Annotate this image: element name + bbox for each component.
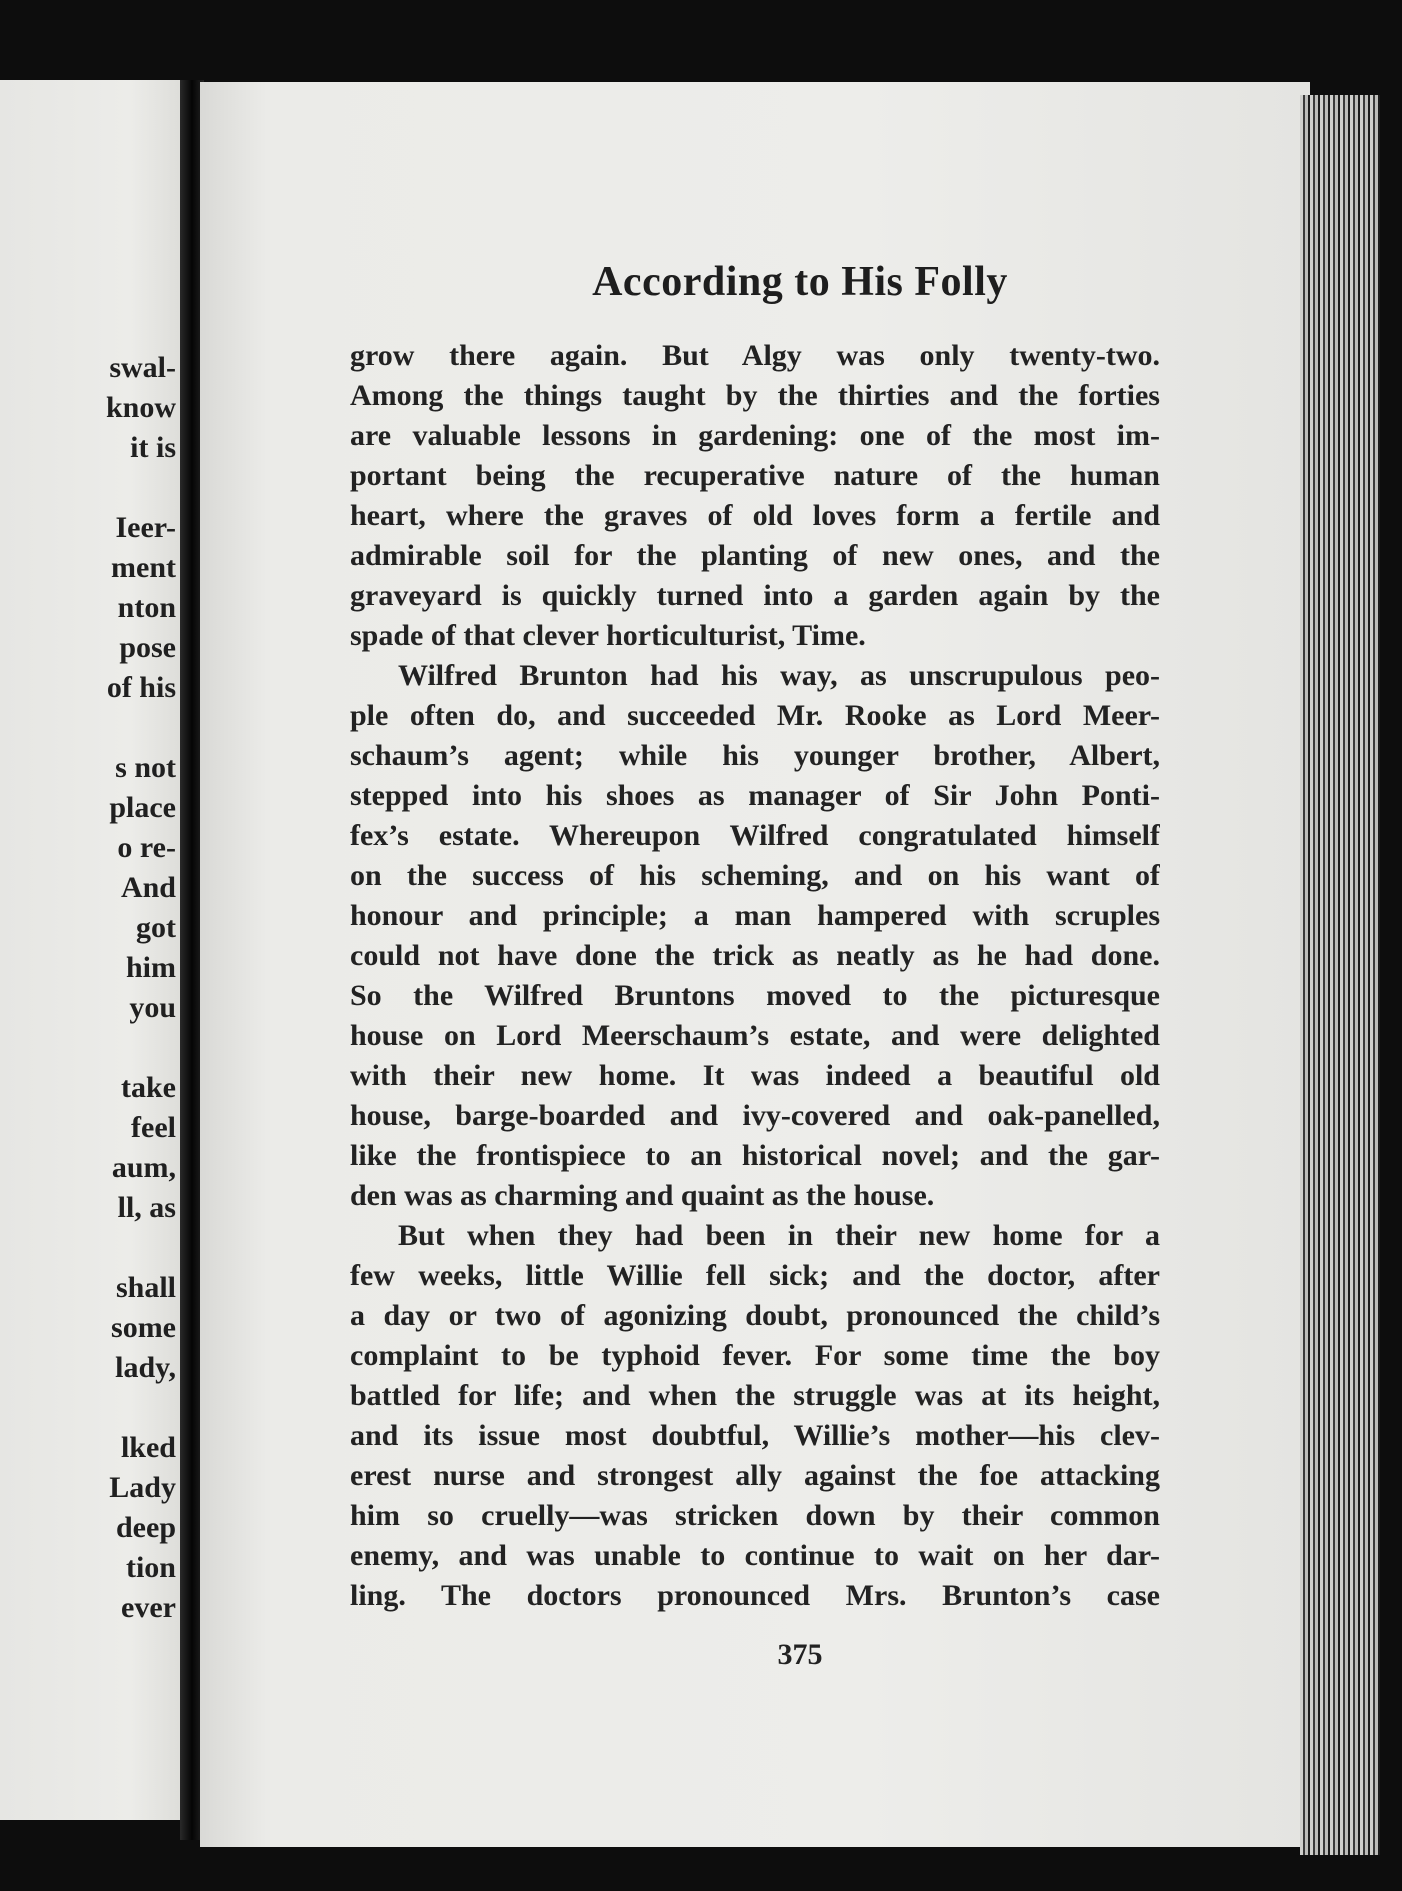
left-page-line: of his bbox=[106, 671, 176, 704]
text-line: few weeks, little Willie fell sick; and the doctor, after bbox=[350, 1259, 1160, 1292]
left-page-line: it is bbox=[130, 431, 176, 464]
left-page-line: him bbox=[125, 951, 176, 984]
left-page-line bbox=[0, 1028, 176, 1068]
left-page-line: swal- bbox=[109, 351, 176, 384]
text-line: So the Wilfred Bruntons moved to the picturesque bbox=[350, 979, 1160, 1012]
text-line: Wilfred Brunton had his way, as unscrupulous peo- bbox=[398, 659, 1160, 692]
left-page-line: pose bbox=[119, 631, 176, 664]
running-title: According to His Folly bbox=[592, 259, 1008, 305]
text-line: honour and principle; a man hampered with scruples bbox=[350, 899, 1160, 932]
text-line: could not have done the trick as neatly as he had done. bbox=[350, 939, 1160, 972]
text-line: on the success of his scheming, and on his want of bbox=[350, 859, 1160, 892]
text-line: him so cruelly—was stricken down by their common bbox=[350, 1499, 1160, 1532]
text-line: ling. The doctors pronounced Mrs. Brunton’s case bbox=[350, 1579, 1160, 1612]
text-line: house on Lord Meerschaum’s estate, and were delighted bbox=[350, 1019, 1160, 1052]
text-line: schaum’s agent; while his younger brother, Albert, bbox=[350, 739, 1160, 772]
left-page-line: Ieer- bbox=[115, 511, 176, 544]
left-page-line: lked bbox=[120, 1431, 176, 1464]
text-line: heart, where the graves of old loves form a fertile and bbox=[350, 499, 1160, 532]
left-page-line: aum, bbox=[111, 1151, 176, 1184]
left-page-line: place bbox=[109, 791, 176, 824]
left-page-line: shall bbox=[115, 1271, 176, 1304]
left-page-line: you bbox=[129, 991, 176, 1024]
text-line: with their new home. It was indeed a beautiful old bbox=[350, 1059, 1160, 1092]
left-page-line bbox=[0, 708, 176, 748]
text-line: and its issue most doubtful, Willie’s mother—his clev- bbox=[350, 1419, 1160, 1452]
left-page-line: got bbox=[136, 911, 176, 944]
text-line: But when they had been in their new home for a bbox=[398, 1219, 1160, 1252]
text-line: ple often do, and succeeded Mr. Rooke as Lord Meer- bbox=[350, 699, 1160, 732]
page-edges bbox=[1300, 95, 1380, 1855]
left-page-line: know bbox=[105, 391, 176, 424]
page-number: 375 bbox=[777, 1638, 823, 1671]
left-page-line: take bbox=[121, 1071, 176, 1104]
text-line: a day or two of agonizing doubt, pronounced the child’s bbox=[350, 1299, 1160, 1332]
left-page-line: ll, as bbox=[117, 1191, 176, 1224]
text-line: complaint to be typhoid fever. For some time the boy bbox=[350, 1339, 1160, 1372]
text-line: are valuable lessons in gardening: one of the most im- bbox=[350, 419, 1160, 452]
left-page-line: nton bbox=[117, 591, 176, 624]
text-line: portant being the recuperative nature of the human bbox=[350, 459, 1160, 492]
left-page-text bbox=[0, 348, 176, 1628]
text-line: like the frontispiece to an historical novel; and the gar- bbox=[350, 1139, 1160, 1172]
left-page-line: ment bbox=[111, 551, 176, 584]
left-page-fragment bbox=[0, 80, 186, 1820]
left-page-line: some bbox=[111, 1311, 176, 1344]
text-line: erest nurse and strongest ally against the foe attacking bbox=[350, 1459, 1160, 1492]
left-page-line: tion bbox=[125, 1551, 176, 1584]
left-page-line bbox=[0, 1388, 176, 1428]
text-line: admirable soil for the planting of new ones, and the bbox=[350, 539, 1160, 572]
left-page-line: And bbox=[120, 871, 176, 904]
text-line: graveyard is quickly turned into a garden again by the bbox=[350, 579, 1160, 612]
left-page-line: deep bbox=[116, 1511, 176, 1544]
left-page-line: lady, bbox=[115, 1351, 176, 1384]
body-text bbox=[350, 336, 1160, 1616]
left-page-line: o re- bbox=[117, 831, 176, 864]
left-page-line: ever bbox=[121, 1591, 176, 1624]
text-line: enemy, and was unable to continue to wait on her dar- bbox=[350, 1539, 1160, 1572]
text-line: spade of that clever horticulturist, Time. bbox=[350, 619, 866, 652]
text-line: stepped into his shoes as manager of Sir John Ponti- bbox=[350, 779, 1160, 812]
text-line: grow there again. But Algy was only twenty-two. bbox=[350, 339, 1160, 372]
text-line: battled for life; and when the struggle was at its height, bbox=[350, 1379, 1160, 1412]
text-line: Among the things taught by the thirties and the forties bbox=[350, 379, 1160, 412]
left-page-line: s not bbox=[115, 751, 176, 784]
left-page-line: Lady bbox=[109, 1471, 176, 1504]
text-line: den was as charming and quaint as the house. bbox=[350, 1179, 935, 1212]
text-line: fex’s estate. Whereupon Wilfred congratulated himself bbox=[350, 819, 1160, 852]
left-page-line: feel bbox=[131, 1111, 176, 1144]
left-page-line bbox=[0, 1228, 176, 1268]
text-line: house, barge-boarded and ivy-covered and oak-panelled, bbox=[350, 1099, 1160, 1132]
left-page-line bbox=[0, 468, 176, 508]
